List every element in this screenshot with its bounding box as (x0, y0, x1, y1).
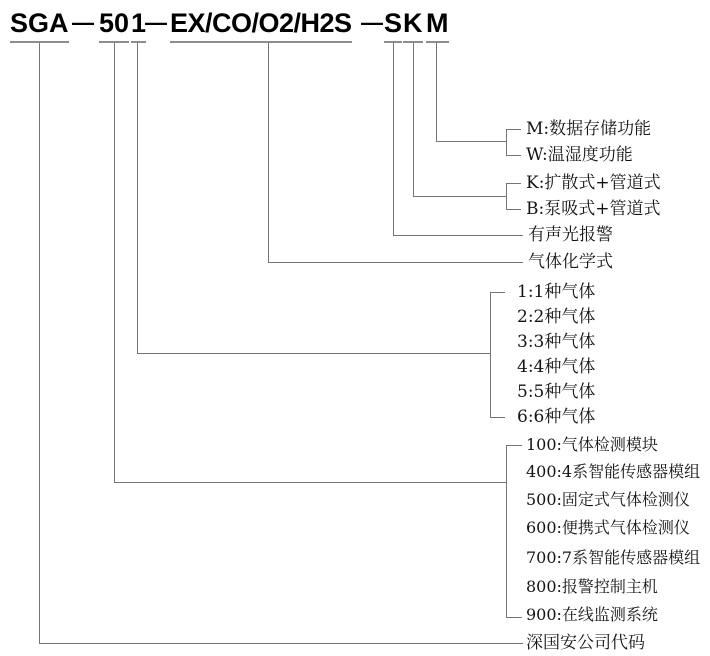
model-gas-count-digit: 1 (131, 8, 146, 43)
series-option-800: 800:报警控制主机 (526, 577, 658, 596)
connector-gas-count-horizontal (137, 353, 490, 354)
connector-gas-count-vertical (137, 43, 138, 354)
gas-count-bracket-tick-top (490, 292, 505, 293)
series-option-700: 700:7系智能传感器模组 (526, 548, 701, 567)
storage-bracket-tick-bottom (506, 155, 521, 156)
gas-count-bracket-tick-bottom (490, 417, 505, 418)
alarm-label: 有声光报警 (528, 225, 613, 245)
sampling-option-k: K:扩散式+管道式 (526, 173, 661, 193)
sampling-bracket-vertical (506, 183, 507, 210)
model-sampling-code: K (403, 8, 423, 43)
model-alarm-code: S (384, 8, 402, 43)
series-option-900: 900:在线监测系统 (526, 605, 658, 624)
connector-storage-vertical (436, 43, 437, 142)
model-series-digits: 50 (99, 8, 129, 43)
connector-company-horizontal (39, 643, 523, 644)
gas-count-option-5: 5:5种气体 (517, 382, 596, 402)
storage-bracket-tick-top (506, 129, 521, 130)
dash-separator-3: — (361, 10, 383, 35)
connector-storage-horizontal (436, 141, 506, 142)
storage-bracket-vertical (506, 129, 507, 156)
model-storage-code: M (426, 8, 449, 43)
connector-alarm-horizontal (393, 235, 523, 236)
series-option-500: 500:固定式气体检测仪 (526, 490, 690, 509)
model-gas-formula: EX/CO/O2/H2S (170, 8, 352, 43)
formula-label: 气体化学式 (528, 252, 613, 272)
dash-separator-2: — (145, 10, 167, 35)
series-bracket-vertical (506, 445, 507, 618)
series-bracket-tick-bottom (506, 617, 522, 618)
connector-alarm-vertical (393, 43, 394, 236)
gas-count-option-2: 2:2种气体 (517, 307, 596, 327)
gas-count-option-3: 3:3种气体 (517, 332, 596, 352)
connector-series-vertical (114, 43, 115, 483)
gas-count-option-4: 4:4种气体 (517, 357, 596, 377)
connector-sampling-vertical (413, 43, 414, 197)
sampling-bracket-tick-bottom (506, 209, 521, 210)
storage-option-m: M:数据存储功能 (526, 119, 652, 139)
gas-count-bracket-vertical (490, 292, 491, 418)
company-code-label: 深国安公司代码 (526, 633, 645, 653)
model-company-code: SGA (10, 8, 69, 43)
connector-sampling-horizontal (413, 196, 506, 197)
series-option-100: 100:气体检测模块 (526, 435, 658, 454)
connector-series-horizontal (114, 482, 506, 483)
sampling-option-b: B:泵吸式+管道式 (526, 199, 661, 219)
connector-formula-horizontal (268, 262, 523, 263)
storage-option-w: W:温湿度功能 (526, 145, 633, 165)
connector-formula-vertical (268, 43, 269, 263)
series-option-400: 400:4系智能传感器模组 (526, 462, 701, 481)
dash-separator-1: — (72, 10, 94, 35)
gas-count-option-1: 1:1种气体 (517, 282, 596, 302)
gas-count-option-6: 6:6种气体 (517, 407, 596, 427)
series-bracket-tick-top (506, 445, 522, 446)
series-option-600: 600:便携式气体检测仪 (526, 518, 690, 537)
connector-company-vertical (39, 43, 40, 644)
sampling-bracket-tick-top (506, 183, 521, 184)
